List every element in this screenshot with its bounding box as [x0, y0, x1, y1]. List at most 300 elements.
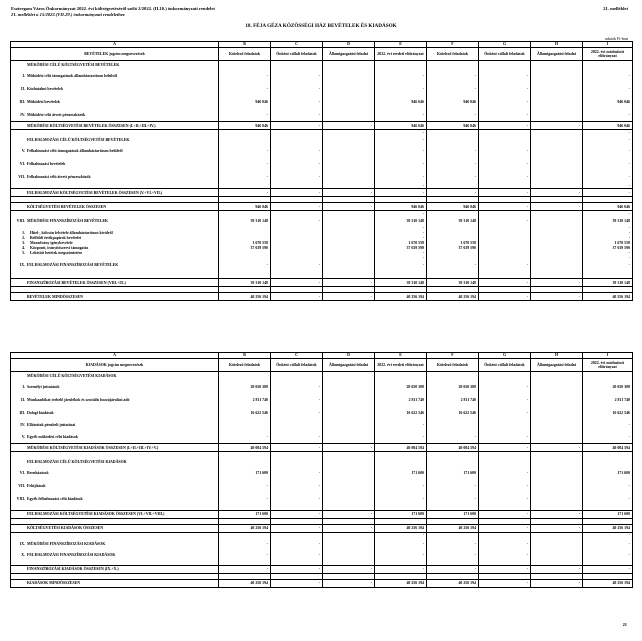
value-cell: 2 811 740: [219, 394, 271, 407]
row-title: Egyéb felhalmozási célú kiadások: [27, 497, 83, 501]
value-cell: -: [219, 189, 271, 197]
value-cell: -: [583, 532, 633, 538]
value-cell: -: [375, 480, 427, 493]
total-row: [11, 203, 633, 211]
row-title: BEVÉTELEK MINDÖSSZESEN: [27, 294, 83, 299]
row-title: Belföldi értékpapírok bevételei: [30, 236, 82, 240]
value-cell: [323, 270, 375, 279]
table-row: [11, 407, 633, 420]
table-row: [11, 431, 633, 444]
row-title: FELHALMOZÁSI CÉLÚ KÖLTSÉGVETÉSI KIADÁSOK: [27, 460, 127, 464]
value-cell: [271, 136, 323, 145]
value-cell: -: [375, 184, 427, 189]
table-row: [11, 158, 633, 171]
value-cell: -: [271, 83, 323, 96]
column-letter: I: [583, 353, 633, 359]
row-title: MŰKÖDÉSI FINANSZÍROZÁSI BEVÉTELEK: [27, 219, 109, 223]
value-cell: [323, 70, 375, 83]
value-cell: -: [583, 184, 633, 189]
value-cell: 171 600: [427, 510, 479, 518]
value-cell: 171 600: [427, 467, 479, 480]
value-cell: -: [479, 70, 531, 83]
row-number: VI.: [19, 162, 25, 166]
value-cell: -: [479, 261, 531, 270]
value-cell: -: [271, 579, 323, 587]
value-cell: -: [219, 83, 271, 96]
value-cell: [479, 372, 531, 381]
value-cell: 946 046: [583, 96, 633, 109]
value-cell: [531, 372, 583, 381]
value-cell: -: [271, 510, 323, 518]
value-cell: 16 622 546: [375, 407, 427, 420]
column-letter: G: [479, 42, 531, 48]
value-cell: 40 256 194: [219, 579, 271, 587]
value-cell: -: [479, 279, 531, 287]
row-title: Lekötött betétek megszüntetése: [30, 251, 83, 255]
row-title: Egyéb működési célú kiadások: [27, 434, 78, 439]
row-label: [11, 270, 219, 279]
row-number: I.: [22, 385, 25, 389]
value-cell: [583, 372, 633, 381]
value-cell: -: [323, 293, 375, 301]
table-row: [11, 493, 633, 506]
value-cell: 2 811 740: [375, 394, 427, 407]
value-cell: 39 310 148: [219, 279, 271, 287]
value-cell: -: [427, 480, 479, 493]
row-label: [11, 444, 219, 452]
value-cell: -: [479, 524, 531, 532]
value-cell: -: [427, 171, 479, 184]
page-number: 21: [622, 622, 627, 627]
value-cell: -: [479, 381, 531, 394]
row-title: Maradvány igénybevétele: [30, 241, 73, 245]
row-label: [11, 158, 219, 171]
table-row: [11, 109, 633, 122]
row-label: [11, 431, 219, 444]
value-cell: -: [583, 431, 633, 444]
value-cell: -: [271, 565, 323, 573]
value-cell: 39 310 148: [219, 217, 271, 226]
row-number: IV.: [20, 423, 25, 427]
column-letter: D: [323, 353, 375, 359]
row-number: VII.: [18, 175, 25, 179]
value-cell: [375, 372, 427, 381]
value-cell: -: [271, 261, 323, 270]
row-label: [11, 549, 219, 560]
total-row: [11, 524, 633, 532]
value-cell: -: [219, 549, 271, 560]
value-cell: -: [375, 83, 427, 96]
value-cell: -: [271, 549, 323, 560]
row-label: [11, 381, 219, 394]
value-cell: -: [219, 261, 271, 270]
row-title: KÖLTSÉGVETÉSI BEVÉTELEK ÖSSZESEN: [27, 204, 107, 209]
value-cell: [271, 372, 323, 381]
row-label: [11, 145, 219, 158]
value-cell: -: [479, 493, 531, 506]
row-label: [11, 420, 219, 431]
value-cell: -: [375, 493, 427, 506]
column-letter: C: [271, 42, 323, 48]
value-cell: -: [531, 524, 583, 532]
value-cell: 40 084 594: [583, 444, 633, 452]
value-cell: -: [427, 261, 479, 270]
row-label: [11, 109, 219, 122]
table-row: [11, 381, 633, 394]
value-cell: [479, 61, 531, 70]
value-cell: 40 256 194: [375, 293, 427, 301]
value-cell: -: [531, 122, 583, 130]
value-cell: 39 310 148: [375, 279, 427, 287]
row-label: [11, 96, 219, 109]
value-cell: -: [531, 510, 583, 518]
row-title: Működési bevételek: [27, 100, 60, 104]
value-cell: 39 310 148: [427, 279, 479, 287]
value-cell: -: [271, 122, 323, 130]
value-cell: -: [271, 203, 323, 211]
value-cell: -: [583, 70, 633, 83]
value-cell: -: [583, 145, 633, 158]
value-cell: -: [375, 70, 427, 83]
value-cell: -: [375, 251, 427, 256]
value-cell: [531, 83, 583, 96]
total-row: [11, 444, 633, 452]
value-cell: -: [427, 493, 479, 506]
column-letter: I: [583, 42, 633, 48]
column-letter: H: [531, 353, 583, 359]
value-cell: -: [323, 279, 375, 287]
value-cell: -: [375, 226, 427, 231]
value-cell: -: [427, 158, 479, 171]
value-cell: -: [583, 480, 633, 493]
column-header: 2022. évi eredeti előirányzat: [375, 359, 427, 372]
value-cell: [323, 136, 375, 145]
value-cell: -: [271, 189, 323, 197]
value-cell: -: [219, 431, 271, 444]
annex-reference: 21. melléklet a 15/2022.(VII.29.) önkormányzati rendelethez: [11, 12, 125, 17]
value-cell: -: [479, 480, 531, 493]
row-label: [11, 203, 219, 211]
row-title: FELHALMOZÁSI KÖLTSÉGVETÉSI BEVÉTELEK ÖSSZESEN (V.+VI.+VII.): [27, 190, 163, 195]
value-cell: -: [219, 480, 271, 493]
value-cell: -: [375, 145, 427, 158]
table-row: [11, 458, 633, 467]
value-cell: [375, 61, 427, 70]
value-cell: -: [375, 231, 427, 236]
value-cell: 20 650 308: [375, 381, 427, 394]
unit-note: adatok Ft-ban: [604, 36, 628, 41]
value-cell: 1 670 558: [375, 241, 427, 246]
revenue-table: [10, 41, 633, 301]
value-cell: -: [323, 524, 375, 532]
value-cell: -: [375, 109, 427, 122]
value-cell: 171 600: [219, 510, 271, 518]
value-cell: -: [219, 70, 271, 83]
value-cell: [427, 61, 479, 70]
column-header: Államigazgatási feladat: [323, 359, 375, 372]
value-cell: 171 600: [375, 510, 427, 518]
value-cell: [271, 270, 323, 279]
value-cell: -: [271, 158, 323, 171]
value-cell: -: [531, 565, 583, 573]
column-header: Államigazgatási feladat: [323, 48, 375, 61]
value-cell: -: [479, 189, 531, 197]
row-label: [11, 458, 219, 467]
value-cell: -: [479, 217, 531, 226]
row-title: Dologi kiadások: [27, 411, 54, 415]
table-row: [11, 61, 633, 70]
value-cell: [531, 431, 583, 444]
value-cell: -: [583, 130, 633, 136]
value-cell: 946 046: [375, 122, 427, 130]
value-cell: [375, 270, 427, 279]
total-row: [11, 122, 633, 130]
total-row: [11, 579, 633, 587]
value-cell: 171 600: [583, 510, 633, 518]
value-cell: -: [583, 158, 633, 171]
row-title: FELHALMOZÁSI CÉLÚ KÖLTSÉGVETÉSI BEVÉTELEK: [27, 138, 130, 142]
row-label: [11, 524, 219, 532]
value-cell: -: [583, 231, 633, 236]
value-cell: -: [323, 510, 375, 518]
value-cell: 39 310 148: [375, 217, 427, 226]
value-cell: [323, 538, 375, 549]
row-label: [11, 217, 219, 226]
value-cell: -: [375, 211, 427, 217]
row-label-header: KIADÁSOK jogcím megnevezések: [11, 359, 219, 372]
column-header: Önként vállalt feladatok: [271, 48, 323, 61]
value-cell: -: [583, 549, 633, 560]
table-row: [11, 217, 633, 226]
regulation-reference: Esztergom Város Önkormányzat 2022. évi költségvetéséről szóló 2/2022. (II.10.) önkormányzati rendelet: [11, 6, 215, 11]
value-cell: 37 639 590: [375, 246, 427, 251]
value-cell: -: [375, 171, 427, 184]
value-cell: -: [271, 480, 323, 493]
row-label: [11, 565, 219, 573]
row-label: [11, 467, 219, 480]
value-cell: [583, 270, 633, 279]
value-cell: -: [271, 407, 323, 420]
value-cell: -: [479, 109, 531, 122]
value-cell: -: [427, 431, 479, 444]
value-cell: [531, 458, 583, 467]
value-cell: 37 639 590: [583, 246, 633, 251]
value-cell: -: [427, 189, 479, 197]
value-cell: -: [427, 145, 479, 158]
value-cell: -: [323, 122, 375, 130]
value-cell: [531, 549, 583, 560]
value-cell: [219, 420, 271, 431]
value-cell: -: [583, 136, 633, 145]
value-cell: [531, 70, 583, 83]
value-cell: -: [427, 549, 479, 560]
value-cell: [323, 467, 375, 480]
row-label: [11, 171, 219, 184]
value-cell: 40 256 194: [219, 293, 271, 301]
value-cell: -: [479, 579, 531, 587]
row-title: Ellátottak pénzbeli juttatásai: [27, 423, 76, 427]
value-cell: 40 084 594: [427, 444, 479, 452]
column-letter: F: [427, 353, 479, 359]
value-cell: -: [531, 444, 583, 452]
value-cell: 20 650 308: [583, 381, 633, 394]
value-cell: [219, 270, 271, 279]
table-row: [11, 171, 633, 184]
table-row: [11, 136, 633, 145]
row-title: FINANSZÍROZÁSI BEVÉTELEK ÖSSZESEN (VIII.+IX.): [27, 280, 126, 285]
value-cell: -: [271, 467, 323, 480]
row-title: MŰKÖDÉSI KÖLTSÉGVETÉSI BEVÉTELEK ÖSSZESEN (I.+II.+III.+IV.): [27, 123, 156, 128]
value-cell: [323, 83, 375, 96]
row-number: VII.: [18, 484, 25, 488]
value-cell: [323, 549, 375, 560]
value-cell: -: [479, 407, 531, 420]
column-header: Önként vállalt feladatok: [479, 359, 531, 372]
value-cell: -: [271, 70, 323, 83]
row-title: Működési célú átvett pénzeszközök: [27, 112, 86, 117]
value-cell: 20 650 308: [427, 381, 479, 394]
value-cell: 946 046: [427, 96, 479, 109]
value-cell: -: [323, 579, 375, 587]
value-cell: -: [479, 538, 531, 549]
value-cell: 16 622 546: [583, 407, 633, 420]
total-row: [11, 293, 633, 301]
value-cell: -: [375, 136, 427, 145]
value-cell: 171 600: [375, 467, 427, 480]
value-cell: [271, 420, 323, 431]
value-cell: -: [427, 83, 479, 96]
row-label: [11, 189, 219, 197]
value-cell: 20 650 308: [219, 381, 271, 394]
value-cell: 40 256 194: [375, 524, 427, 532]
row-number: IX.: [19, 263, 25, 267]
value-cell: 37 639 590: [427, 246, 479, 251]
value-cell: [323, 158, 375, 171]
value-cell: 1 670 558: [219, 241, 271, 246]
row-title: Felújítások: [27, 484, 46, 488]
value-cell: -: [219, 145, 271, 158]
value-cell: -: [219, 171, 271, 184]
value-cell: [531, 96, 583, 109]
value-cell: [531, 109, 583, 122]
value-cell: -: [583, 109, 633, 122]
value-cell: 2 811 740: [583, 394, 633, 407]
value-cell: -: [323, 203, 375, 211]
value-cell: [271, 61, 323, 70]
column-header: 2022. évi módosított előirányzat: [583, 48, 633, 61]
value-cell: [531, 394, 583, 407]
value-cell: [219, 458, 271, 467]
row-title: Felhalmozási célú támogatások államháztartáson belülről: [27, 149, 123, 153]
value-cell: -: [271, 293, 323, 301]
table-row: [11, 372, 633, 381]
value-cell: [323, 394, 375, 407]
row-label: [11, 510, 219, 518]
value-cell: [479, 270, 531, 279]
row-label: [11, 538, 219, 549]
column-letter: B: [219, 42, 271, 48]
value-cell: -: [375, 261, 427, 270]
column-header: Kötelező feladatok: [219, 48, 271, 61]
value-cell: 39 310 148: [583, 279, 633, 287]
value-cell: -: [271, 538, 323, 549]
value-cell: -: [271, 171, 323, 184]
value-cell: -: [583, 211, 633, 217]
value-cell: 946 046: [219, 96, 271, 109]
value-cell: -: [219, 565, 271, 573]
total-row: [11, 189, 633, 197]
value-cell: [323, 372, 375, 381]
value-cell: 40 084 594: [375, 444, 427, 452]
value-cell: [271, 458, 323, 467]
value-cell: 40 256 194: [583, 579, 633, 587]
total-row: [11, 279, 633, 287]
value-cell: [219, 61, 271, 70]
value-cell: -: [375, 532, 427, 538]
value-cell: [323, 493, 375, 506]
row-label: [11, 293, 219, 301]
value-cell: [531, 407, 583, 420]
value-cell: [531, 171, 583, 184]
value-cell: -: [375, 158, 427, 171]
row-label-header: BEVÉTELEK jogcím megnevezések: [11, 48, 219, 61]
row-number: VIII.: [16, 219, 25, 223]
table-row: [11, 145, 633, 158]
value-cell: [531, 467, 583, 480]
table-row: [11, 270, 633, 279]
value-cell: -: [479, 203, 531, 211]
value-cell: -: [271, 524, 323, 532]
value-cell: -: [375, 431, 427, 444]
value-cell: [427, 270, 479, 279]
value-cell: -: [427, 538, 479, 549]
value-cell: 40 256 194: [583, 293, 633, 301]
row-title: Beruházások: [27, 471, 49, 475]
value-cell: -: [271, 394, 323, 407]
value-cell: [531, 145, 583, 158]
row-label: [11, 261, 219, 270]
column-header: Államigazgatási feladat: [531, 359, 583, 372]
row-number: V.: [21, 434, 25, 439]
column-header: Önként vállalt feladatok: [479, 48, 531, 61]
value-cell: -: [271, 96, 323, 109]
value-cell: 39 310 148: [427, 217, 479, 226]
row-title: MŰKÖDÉSI CÉLÚ KÖLTSÉGVETÉSI BEVÉTELEK: [27, 63, 120, 68]
value-cell: [531, 381, 583, 394]
value-cell: -: [271, 493, 323, 506]
value-cell: -: [375, 565, 427, 573]
row-number: V.: [21, 149, 25, 153]
table-row: [11, 480, 633, 493]
value-cell: [531, 261, 583, 270]
value-cell: [323, 261, 375, 270]
row-title: Közhatalmi bevételek: [27, 87, 63, 91]
column-letter: G: [479, 353, 531, 359]
row-label: [11, 136, 219, 145]
value-cell: -: [479, 158, 531, 171]
value-cell: -: [531, 189, 583, 197]
value-cell: -: [479, 171, 531, 184]
value-cell: -: [271, 145, 323, 158]
value-cell: [479, 458, 531, 467]
column-header: 2022. évi eredeti előirányzat: [375, 48, 427, 61]
row-title: KÖLTSÉGVETÉSI KIADÁSOK ÖSSZESEN: [27, 526, 104, 530]
row-label: [11, 394, 219, 407]
value-cell: 37 639 590: [219, 246, 271, 251]
value-cell: -: [531, 279, 583, 287]
value-cell: -: [479, 394, 531, 407]
value-cell: 40 256 194: [583, 524, 633, 532]
